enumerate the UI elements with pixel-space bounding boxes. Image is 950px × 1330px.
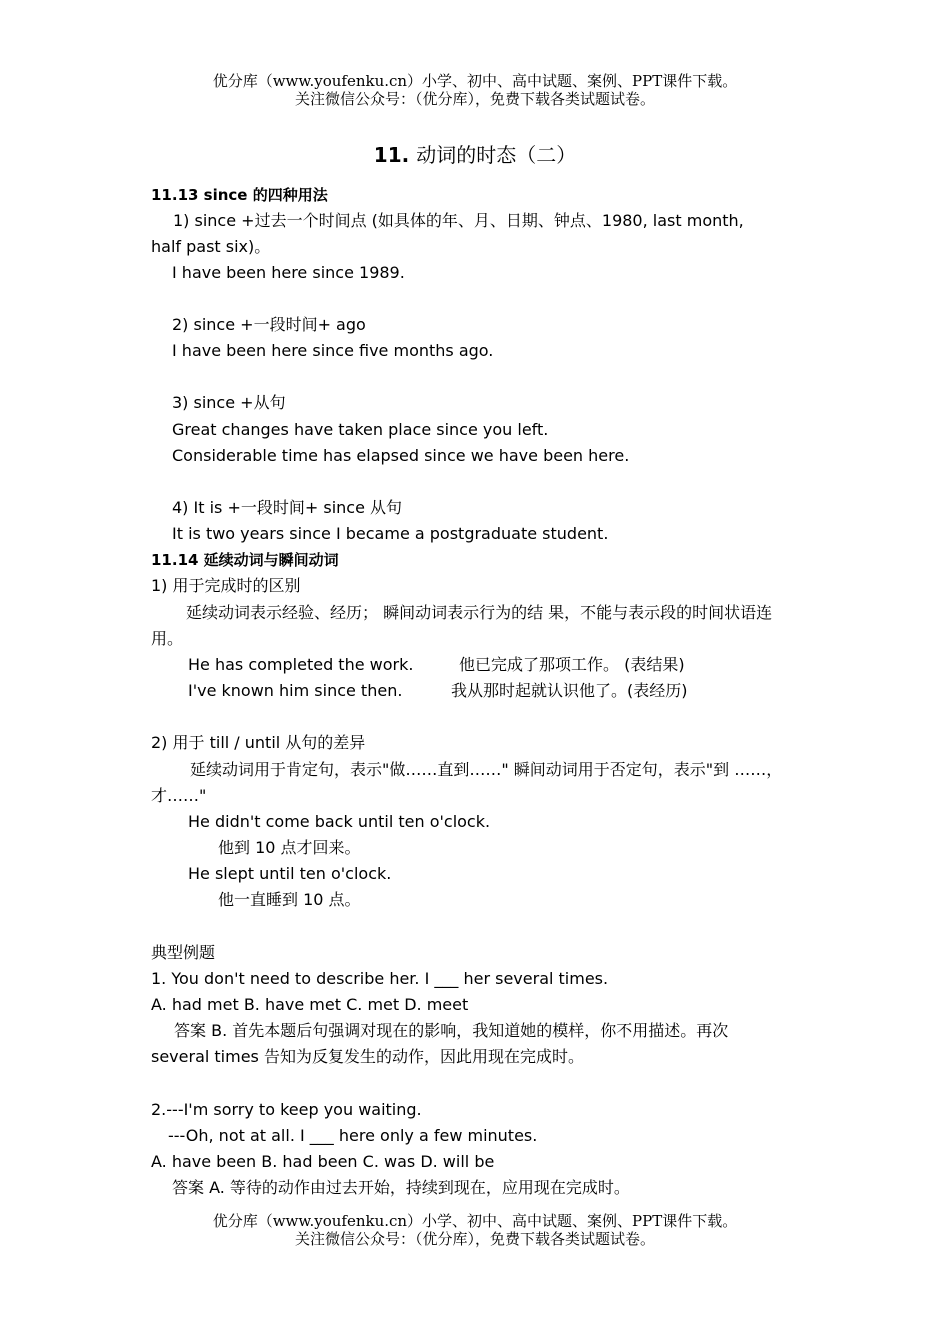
footer-line-2: 关注微信公众号：（优分库），免费下载各类试题试卷。 bbox=[294, 1230, 655, 1248]
question-1: 1. You don't need to describe her. I ___ her several times. bbox=[151, 969, 609, 988]
examples-heading: 典型例题 bbox=[151, 943, 216, 962]
header-line-2: 关注微信公众号：（优分库），免费下载各类试题试卷。 bbox=[294, 90, 655, 108]
text-line: 1) since +过去一个时间点 (如具体的年、月、日期、钟点、1980, last month, bbox=[173, 211, 744, 230]
text-line: half past six)。 bbox=[151, 237, 271, 256]
title-text: 动词的时态（二） bbox=[416, 143, 577, 167]
answer-1-cont: several times 告知为反复发生的动作，因此用现在完成时。 bbox=[151, 1047, 584, 1066]
footer-line-1: 优分库（www.youfenku.cn）小学、初中、高中试题、案例、PPT课件下载。 bbox=[212, 1212, 738, 1230]
question-2-options: A. have been B. had been C. was D. will be bbox=[151, 1152, 495, 1171]
header-line-1: 优分库（www.youfenku.cn）小学、初中、高中试题、案例、PPT课件下载。 bbox=[212, 72, 738, 90]
text-line: 1) 用于完成时的区别 bbox=[151, 576, 301, 595]
text-line: 4) It is +一段时间+ since 从句 bbox=[172, 498, 403, 517]
text-line: 延续动词用于肯定句，表示"做……直到……" 瞬间动词用于否定句，表示"到 ……， bbox=[190, 760, 783, 779]
example-translation: 我从那时起就认识他了。(表经历) bbox=[451, 681, 688, 700]
question-1-options: A. had met B. have met C. met D. meet bbox=[151, 995, 469, 1014]
text-line: Considerable time has elapsed since we have been here. bbox=[172, 446, 630, 465]
text-line: 才……" bbox=[151, 786, 207, 805]
text-line: I have been here since 1989. bbox=[172, 263, 405, 282]
example-sentence: He slept until ten o'clock. bbox=[188, 864, 392, 883]
section-heading-11-13: 11.13 since 的四种用法 bbox=[151, 186, 328, 204]
example-sentence: I've known him since then. bbox=[188, 681, 403, 700]
text-line: 延续动词表示经验、经历； 瞬间动词表示行为的结 果，不能与表示段的时间状语连 bbox=[186, 603, 773, 622]
text-line: Great changes have taken place since you left. bbox=[172, 420, 549, 439]
question-2: 2.---I'm sorry to keep you waiting. bbox=[151, 1100, 422, 1119]
text-line: 2) since +一段时间+ ago bbox=[172, 315, 366, 334]
example-translation: 他已完成了那项工作。 (表结果) bbox=[459, 655, 685, 674]
section-heading-11-14: 11.14 延续动词与瞬间动词 bbox=[151, 551, 339, 569]
question-2-reply: ---Oh, not at all. I ___ here only a few minutes. bbox=[168, 1126, 538, 1145]
answer-1: 答案 B. 首先本题后句强调对现在的影响，我知道她的模样，你不用描述。再次 bbox=[174, 1021, 729, 1040]
example-sentence: He didn't come back until ten o'clock. bbox=[188, 812, 491, 831]
title-number: 11. bbox=[373, 143, 410, 167]
text-line: 3) since +从句 bbox=[172, 393, 286, 412]
text-line: 2) 用于 till / until 从句的差异 bbox=[151, 733, 366, 752]
text-line: 用。 bbox=[151, 629, 184, 648]
answer-2: 答案 A. 等待的动作由过去开始，持续到现在，应用现在完成时。 bbox=[172, 1178, 630, 1197]
example-translation: 他到 10 点才回来。 bbox=[218, 838, 361, 857]
example-sentence: He has completed the work. bbox=[188, 655, 414, 674]
page-title bbox=[0, 143, 950, 167]
text-line: I have been here since five months ago. bbox=[172, 341, 494, 360]
example-translation: 他一直睡到 10 点。 bbox=[218, 890, 361, 909]
text-line: It is two years since I became a postgraduate student. bbox=[172, 524, 609, 543]
